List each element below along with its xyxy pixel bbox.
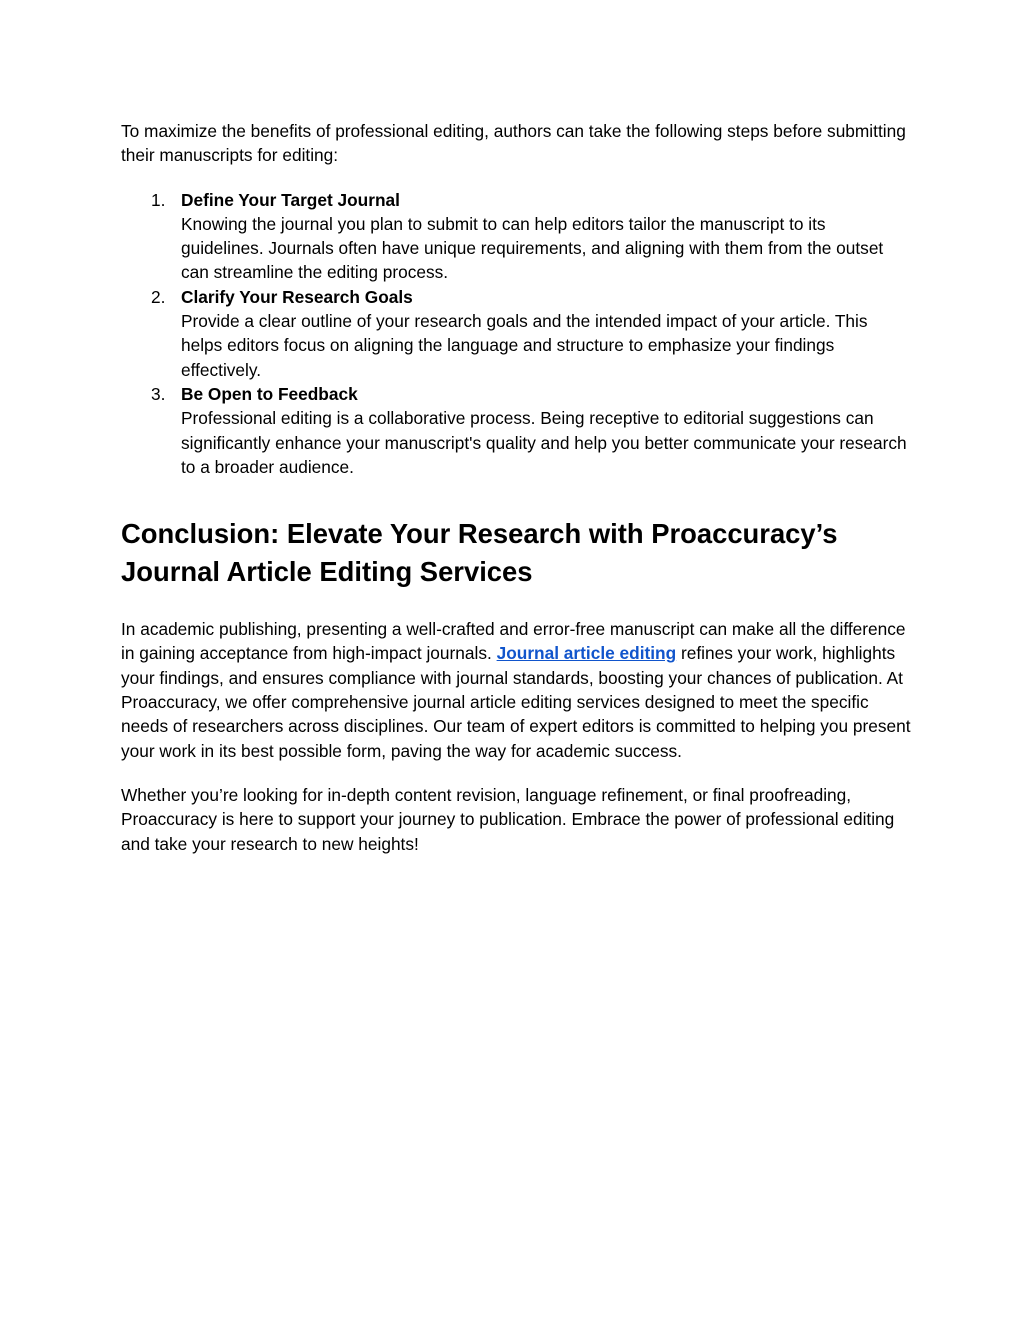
step-body: Provide a clear outline of your research goals and the intended impact of your article. This helps editors focus on aligning the language and structure to emphasize your findings effectively. bbox=[181, 311, 868, 380]
step-body: Knowing the journal you plan to submit to can help editors tailor the manuscript to its guidelines. Journals often have unique requirements, and aligning with them from the outset can streamline the editing process. bbox=[181, 213, 884, 283]
list-item bbox=[121, 285, 911, 382]
step-title: Clarify Your Research Goals bbox=[181, 286, 413, 307]
list-item bbox=[121, 188, 911, 285]
journal-article-editing-link[interactable]: Journal article editing bbox=[496, 643, 677, 664]
list-number: 3. bbox=[151, 383, 166, 404]
paragraph-text: In academic publishing, presenting a well-crafted and error-free manuscript can make all the difference in gaining acceptance from high-impact journals. bbox=[121, 619, 906, 664]
list-number: 2. bbox=[151, 286, 166, 307]
conclusion-heading: Conclusion: Elevate Your Research with Proaccuracy’s Journal Article Editing Services bbox=[121, 518, 838, 588]
step-title: Be Open to Feedback bbox=[181, 383, 358, 404]
list-number: 1. bbox=[151, 189, 166, 210]
step-title: Define Your Target Journal bbox=[181, 189, 400, 210]
conclusion-paragraph-2: Whether you’re looking for in-depth content revision, language refinement, or final proofreading, Proaccuracy is here to support your journey to publication. Embrace the power of professional editing and take your research to new heights! bbox=[121, 784, 895, 854]
conclusion-paragraph-1 bbox=[121, 617, 911, 763]
step-body: Professional editing is a collaborative process. Being receptive to editorial suggestions can significantly enhance your manuscript's quality and help you better communicate your research to a broader audience. bbox=[181, 408, 907, 477]
list-item bbox=[121, 382, 911, 479]
steps-list bbox=[121, 188, 911, 480]
intro-paragraph: To maximize the benefits of professional editing, authors can take the following steps before submitting their manuscripts for editing: bbox=[121, 121, 906, 166]
paragraph-text: refines your work, highlights your findings, and ensures compliance with journal standards, boosting your chances of publication. At Proaccuracy, we offer comprehensive journal article editing services designed to meet the specific needs of researchers across disciplines. Our team of expert editors is committed to helping you present your work in its best possible form, paving the way for academic success. bbox=[121, 643, 911, 761]
document-page bbox=[121, 119, 911, 876]
